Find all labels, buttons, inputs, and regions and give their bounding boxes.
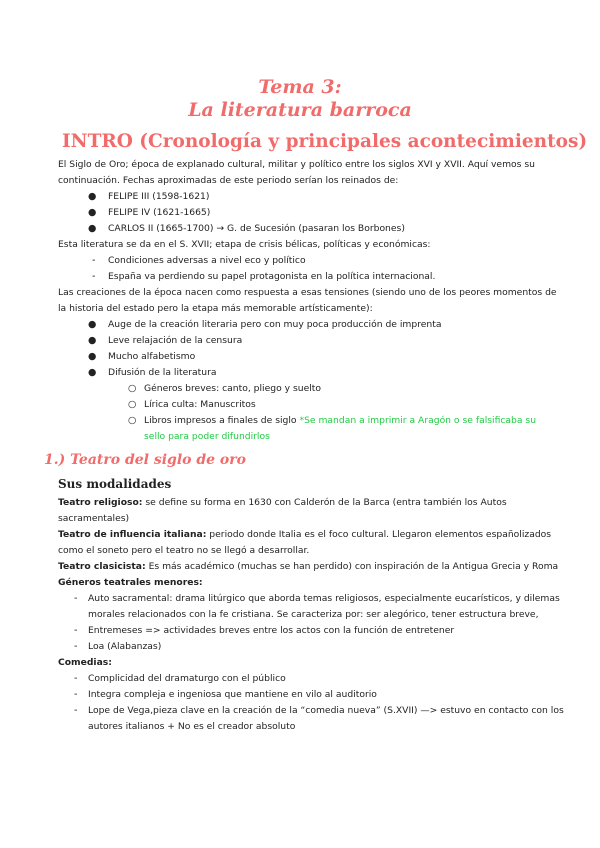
diffusion-item-text: Libros impresos a finales de siglo <box>144 415 300 426</box>
bullet-dash: - <box>74 705 78 716</box>
intro-paragraph-3-line-2: la historia del estado pero la etapa más memorable artísticamente): <box>58 303 373 314</box>
modalities-heading: Sus modalidades <box>58 477 172 491</box>
bullet-circle: ○ <box>128 415 137 426</box>
comedy-line: Lope de Vega,pieza clave en la creación de la “comedia nueva” (S.XVII) —> estuvo en contacto con los <box>88 705 564 716</box>
title-line-2: La literatura barroca <box>188 99 412 121</box>
bullet-dot: ● <box>88 319 97 330</box>
bullet-dash: - <box>74 641 78 652</box>
title-line-1: Tema 3: <box>258 76 342 98</box>
intro-paragraph-2: Esta literatura se da en el S. XVII; etapa de crisis bélicas, políticas y económicas: <box>58 239 431 250</box>
comedy-line: Integra compleja e ingeniosa que mantiene en vilo al auditorio <box>88 689 377 700</box>
classicist-theatre-label: Teatro clasicista: <box>58 561 146 572</box>
italian-theatre-line-1 <box>58 527 551 543</box>
crisis-item: Condiciones adversas a nivel eco y político <box>108 255 306 266</box>
religious-theatre-label: Teatro religioso: <box>58 497 143 508</box>
bullet-dot: ● <box>88 351 97 362</box>
diffusion-item: Lírica culta: Manuscritos <box>144 399 256 410</box>
intro-paragraph-1-line-1: El Siglo de Oro; época de explanado cultural, militar y político entre los siglos XVI y XVII. Aquí vemos su <box>58 159 535 170</box>
diffusion-item: Géneros breves: canto, pliego y suelto <box>144 383 322 394</box>
bullet-dash: - <box>74 625 78 636</box>
religious-theatre-line-2: sacramentales) <box>58 513 130 524</box>
comedies-heading <box>58 655 112 671</box>
bullet-dash: - <box>92 271 96 282</box>
religious-theatre-text: se define su forma en 1630 con Calderón de la Barca (entra también los Autos <box>142 497 507 508</box>
minor-genre-line: Auto sacramental: drama litúrgico que aborda temas religiosos, especialmente eucarísticos, y dilemas <box>88 593 560 604</box>
bullet-circle: ○ <box>128 399 137 410</box>
minor-genre-line: Entremeses => actividades breves entre los actos con la función de entretener <box>88 625 455 636</box>
bullet-dot: ● <box>88 367 97 378</box>
creation-item: Leve relajación de la censura <box>108 335 243 346</box>
comedy-line: autores italianos + No es el creador absoluto <box>88 721 296 732</box>
intro-heading: INTRO (Cronología y principales acontecimientos) <box>62 131 588 152</box>
reign-item: FELIPE III (1598-1621) <box>108 191 210 202</box>
bullet-dot: ● <box>88 223 97 234</box>
bullet-dash: - <box>74 673 78 684</box>
intro-paragraph-3-line-1: Las creaciones de la época nacen como respuesta a esas tensiones (siendo uno de los peores momentos de <box>58 287 557 298</box>
comedy-line: Complicidad del dramaturgo con el público <box>88 673 286 684</box>
diffusion-note-line-2: sello para poder difundirlos <box>144 431 270 442</box>
diffusion-item <box>144 413 536 429</box>
classicist-theatre-line <box>58 559 558 575</box>
creation-item: Difusión de la literatura <box>108 367 217 378</box>
minor-genre-line: morales relacionados con la fe cristiana. Se caracteriza por: ser alegórico, tener estructura breve, <box>88 609 539 620</box>
diffusion-note-line-1: *Se mandan a imprimir a Aragón o se falsificaba su <box>299 415 537 426</box>
italian-theatre-text: periodo donde Italia es el foco cultural. Llegaron elementos españolizados <box>206 529 552 540</box>
italian-theatre-label: Teatro de influencia italiana: <box>58 529 207 540</box>
minor-genres-heading <box>58 575 203 591</box>
bullet-dash: - <box>74 593 78 604</box>
creation-item: Auge de la creación literaria pero con muy poca producción de imprenta <box>108 319 442 330</box>
intro-paragraph-1-line-2: continuación. Fechas aproximadas de este periodo serían los reinados de: <box>58 175 399 186</box>
reign-item: CARLOS II (1665-1700) → G. de Sucesión (pasaran los Borbones) <box>108 223 405 234</box>
italian-theatre-line-2: como el soneto pero el teatro no se llegó a desarrollar. <box>58 545 310 556</box>
minor-genres-heading-text: Géneros teatrales menores: <box>58 577 203 588</box>
bullet-dot: ● <box>88 191 97 202</box>
bullet-dash: - <box>74 689 78 700</box>
bullet-circle: ○ <box>128 383 137 394</box>
religious-theatre-line-1 <box>58 495 507 511</box>
reign-item: FELIPE IV (1621-1665) <box>108 207 211 218</box>
section-1-heading: 1.) Teatro del siglo de oro <box>44 452 246 468</box>
minor-genre-line: Loa (Alabanzas) <box>88 641 162 652</box>
bullet-dot: ● <box>88 207 97 218</box>
bullet-dash: - <box>92 255 96 266</box>
classicist-theatre-text: Es más académico (muchas se han perdido) con inspiración de la Antigua Grecia y Roma <box>145 561 559 572</box>
creation-item: Mucho alfabetismo <box>108 351 196 362</box>
comedies-heading-text: Comedias: <box>58 657 112 668</box>
bullet-dot: ● <box>88 335 97 346</box>
crisis-item: España va perdiendo su papel protagonista en la política internacional. <box>108 271 436 282</box>
